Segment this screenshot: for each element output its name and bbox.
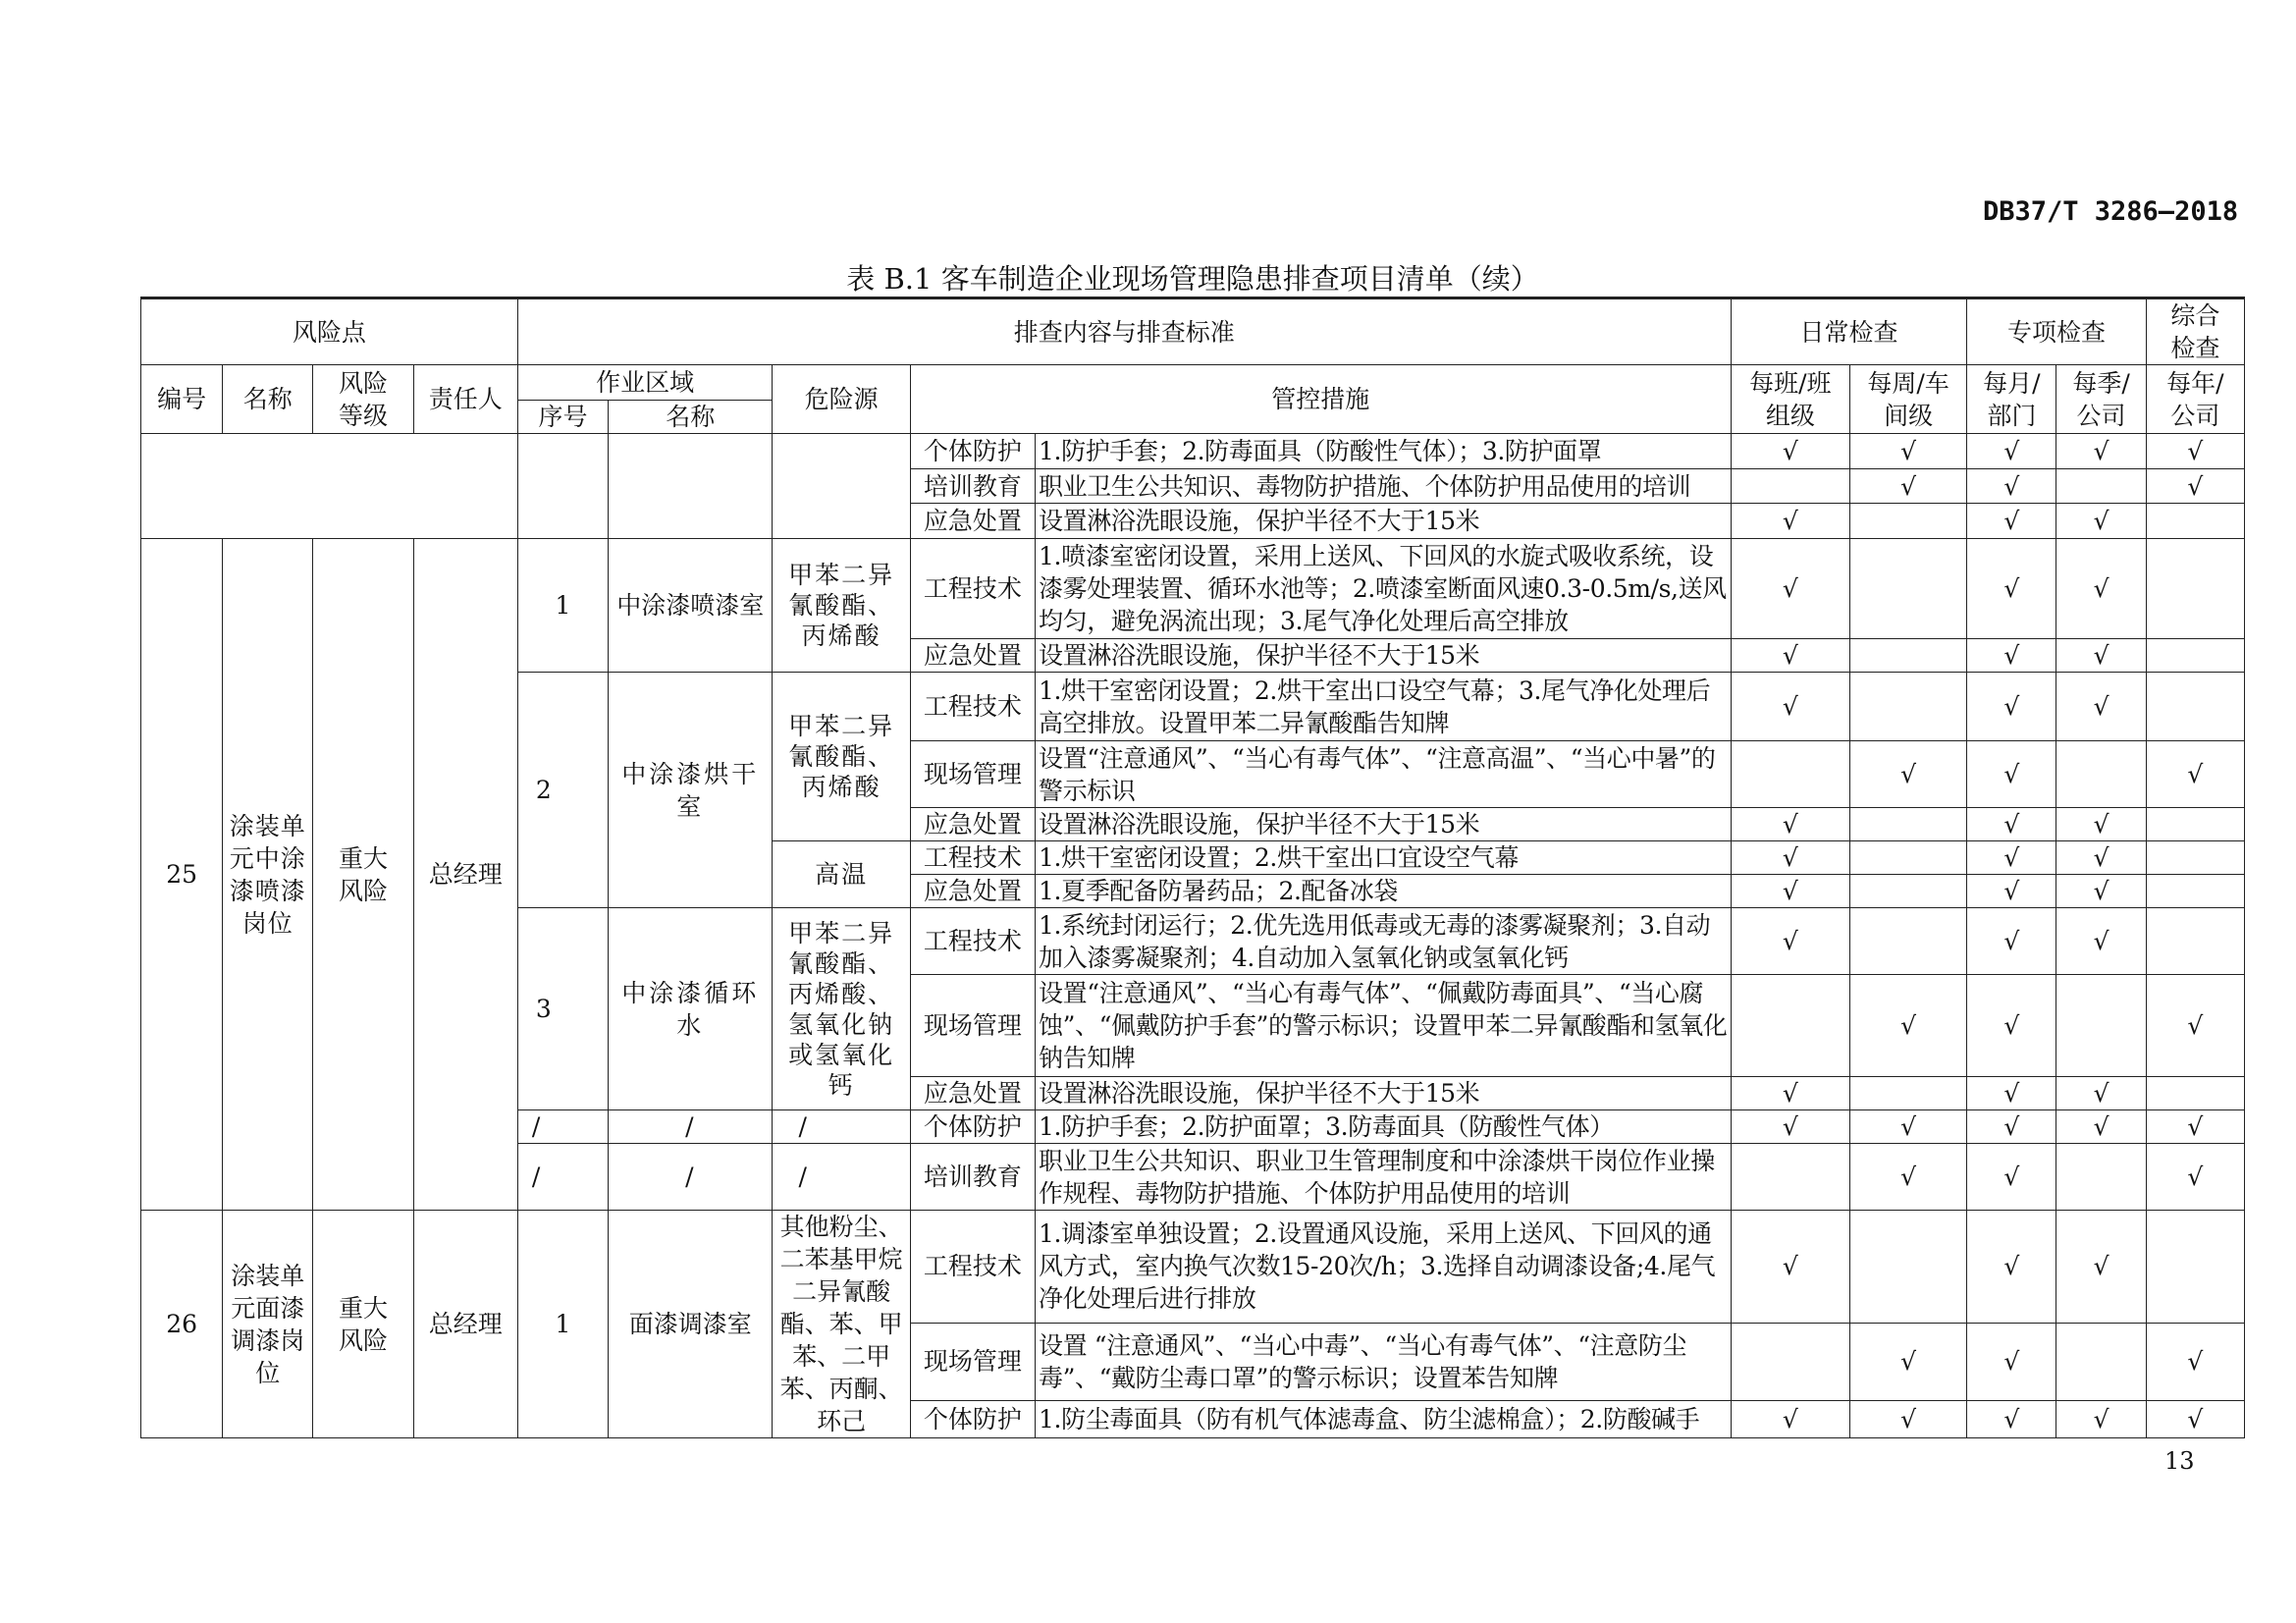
header-per-week: 每周/车间级	[1849, 365, 1966, 434]
check-per-year	[2146, 504, 2244, 539]
general-hazard: /	[773, 1144, 910, 1211]
general-seq: /	[517, 1144, 608, 1211]
check-per-week	[1849, 1211, 1966, 1324]
item-responsible: 总经理	[413, 1211, 517, 1438]
control-category: 培训教育	[910, 1144, 1035, 1211]
check-per-week	[1849, 539, 1966, 639]
header-per-month: 每月/部门	[1967, 365, 2056, 434]
check-per-quarter: √	[2056, 539, 2146, 639]
check-per-year	[2146, 539, 2244, 639]
header-per-quarter: 每季/公司	[2056, 365, 2146, 434]
header-control: 管控措施	[910, 365, 1731, 434]
check-per-year: √	[2146, 434, 2244, 469]
check-per-month: √	[1967, 673, 2056, 741]
hazard-source: 其他粉尘、二苯基甲烷二异氰酸酯、苯、甲苯、二甲苯、丙酮、环己	[773, 1211, 910, 1438]
check-per-month: √	[1967, 808, 2056, 841]
check-per-month: √	[1967, 639, 2056, 673]
check-per-year	[2146, 908, 2244, 975]
check-per-week: √	[1849, 469, 1966, 504]
check-per-shift: √	[1731, 1110, 1849, 1144]
control-measure: 设置淋浴洗眼设施，保护半径不大于15米	[1036, 1077, 1732, 1110]
check-per-year	[2146, 875, 2244, 908]
area-name: 面漆调漆室	[609, 1211, 773, 1438]
control-measure: 1.烘干室密闭设置；2.烘干室出口设空气幕；3.尾气净化处理后高空排放。设置甲苯二异氰酸酯告知牌	[1036, 673, 1732, 741]
header-no: 编号	[141, 365, 223, 434]
check-per-quarter: √	[2056, 1400, 2146, 1437]
check-per-week: √	[1849, 1144, 1966, 1211]
table-title: 表 B.1 客车制造企业现场管理隐患排查项目清单（续）	[846, 262, 1539, 296]
check-per-year: √	[2146, 1144, 2244, 1211]
check-per-year	[2146, 841, 2244, 875]
standard-number: DB37/T 3286—2018	[1983, 196, 2239, 227]
hazard-checklist-table	[140, 297, 2245, 1438]
check-per-quarter: √	[2056, 1110, 2146, 1144]
check-per-quarter	[2056, 741, 2146, 808]
header-name: 名称	[223, 365, 313, 434]
control-measure: 1.防护手套；2.防护面罩；3.防毒面具（防酸性气体）	[1036, 1110, 1732, 1144]
check-per-week	[1849, 639, 1966, 673]
carry-over-area	[609, 434, 773, 539]
control-measure: 设置“注意通风”、“当心有毒气体”、“注意高温”、“当心中暑”的警示标识	[1036, 741, 1732, 808]
check-per-month: √	[1967, 841, 2056, 875]
check-per-quarter	[2056, 1144, 2146, 1211]
check-per-quarter: √	[2056, 1211, 2146, 1324]
check-per-year	[2146, 639, 2244, 673]
check-per-quarter: √	[2056, 1077, 2146, 1110]
control-category: 个体防护	[910, 1110, 1035, 1144]
control-category: 应急处置	[910, 1077, 1035, 1110]
check-per-month: √	[1967, 539, 2056, 639]
check-per-week: √	[1849, 975, 1966, 1077]
carry-over-seq	[517, 434, 608, 539]
check-per-year: √	[2146, 741, 2244, 808]
check-per-year	[2146, 808, 2244, 841]
area-seq: 3	[517, 908, 608, 1110]
check-per-quarter: √	[2056, 504, 2146, 539]
check-per-year	[2146, 1211, 2244, 1324]
hazard-source: 高温	[773, 841, 910, 908]
check-per-shift: √	[1731, 1400, 1849, 1437]
general-area: /	[609, 1144, 773, 1211]
check-per-week: √	[1849, 1400, 1966, 1437]
check-per-quarter: √	[2056, 841, 2146, 875]
control-measure: 1.喷漆室密闭设置，采用上送风、下回风的水旋式吸收系统，设漆雾处理装置、循环水池等；2.喷漆室断面风速0.3-0.5m/s,送风均匀，避免涡流出现；3.尾气净化处理后高空排放	[1036, 539, 1732, 639]
control-measure: 设置 “注意通风”、“当心中毒”、“当心有毒气体”、“注意防尘毒”、“戴防尘毒口罩”的警示标识；设置苯告知牌	[1036, 1323, 1732, 1400]
control-measure: 1.烘干室密闭设置；2.烘干室出口宜设空气幕	[1036, 841, 1732, 875]
check-per-quarter: √	[2056, 639, 2146, 673]
check-per-month: √	[1967, 975, 2056, 1077]
check-per-shift: √	[1731, 673, 1849, 741]
check-per-shift: √	[1731, 908, 1849, 975]
header-per-year: 每年/公司	[2146, 365, 2244, 434]
control-measure: 设置淋浴洗眼设施，保护半径不大于15米	[1036, 639, 1732, 673]
control-measure: 1.防尘毒面具（防有机气体滤毒盒、防尘滤棉盒）；2.防酸碱手	[1036, 1400, 1732, 1437]
check-per-quarter: √	[2056, 808, 2146, 841]
header-hazard: 危险源	[773, 365, 910, 434]
header-responsible: 责任人	[413, 365, 517, 434]
check-per-week	[1849, 1077, 1966, 1110]
check-per-shift	[1731, 1323, 1849, 1400]
item-name: 涂装单元面漆调漆岗位	[223, 1211, 313, 1438]
control-measure: 1.系统封闭运行；2.优先选用低毒或无毒的漆雾凝聚剂；3.自动加入漆雾凝聚剂；4.自动加入氢氧化钠或氢氧化钙	[1036, 908, 1732, 975]
control-category: 现场管理	[910, 1323, 1035, 1400]
check-per-week: √	[1849, 1110, 1966, 1144]
item-risk-level: 重大风险	[313, 539, 413, 1211]
control-category: 应急处置	[910, 504, 1035, 539]
check-per-year: √	[2146, 1323, 2244, 1400]
check-per-shift: √	[1731, 1077, 1849, 1110]
control-measure: 1.调漆室单独设置；2.设置通风设施，采用上送风、下回风的通风方式，室内换气次数15-20次/h；3.选择自动调漆设备;4.尾气净化处理后进行排放	[1036, 1211, 1732, 1324]
carry-over-hazard	[773, 434, 910, 539]
control-category: 培训教育	[910, 469, 1035, 504]
check-per-week	[1849, 875, 1966, 908]
control-category: 个体防护	[910, 434, 1035, 469]
check-per-year	[2146, 1077, 2244, 1110]
header-special-check: 专项检查	[1967, 298, 2146, 365]
control-category: 应急处置	[910, 639, 1035, 673]
check-per-week	[1849, 808, 1966, 841]
item-no: 25	[141, 539, 223, 1211]
page-number: 13	[2164, 1447, 2195, 1475]
check-per-quarter: √	[2056, 908, 2146, 975]
general-hazard: /	[773, 1110, 910, 1144]
check-per-shift: √	[1731, 1211, 1849, 1324]
check-per-month: √	[1967, 1323, 2056, 1400]
check-per-month: √	[1967, 1211, 2056, 1324]
header-work-area: 作业区域	[517, 365, 773, 401]
header-seq: 序号	[517, 401, 608, 434]
control-category: 工程技术	[910, 1211, 1035, 1324]
area-seq: 1	[517, 1211, 608, 1438]
control-category: 工程技术	[910, 908, 1035, 975]
check-per-quarter	[2056, 469, 2146, 504]
control-category: 现场管理	[910, 741, 1035, 808]
item-name: 涂装单元中涂漆喷漆岗位	[223, 539, 313, 1211]
general-area: /	[609, 1110, 773, 1144]
check-per-shift: √	[1731, 539, 1849, 639]
check-per-month: √	[1967, 1400, 2056, 1437]
check-per-month: √	[1967, 469, 2056, 504]
check-per-year: √	[2146, 1400, 2244, 1437]
control-measure: 设置“注意通风”、“当心有毒气体”、“佩戴防毒面具”、“当心腐蚀”、“佩戴防护手套”的警示标识；设置甲苯二异氰酸酯和氢氧化钠告知牌	[1036, 975, 1732, 1077]
area-name: 中涂漆循环水	[609, 908, 773, 1110]
item-responsible: 总经理	[413, 539, 517, 1211]
control-category: 工程技术	[910, 673, 1035, 741]
check-per-shift: √	[1731, 808, 1849, 841]
control-measure: 1.夏季配备防暑药品；2.配备冰袋	[1036, 875, 1732, 908]
area-name: 中涂漆烘干室	[609, 673, 773, 908]
header-risk-level: 风险等级	[313, 365, 413, 434]
header-comprehensive-check: 综合检查	[2146, 298, 2244, 365]
control-category: 工程技术	[910, 539, 1035, 639]
control-measure: 职业卫生公共知识、毒物防护措施、个体防护用品使用的培训	[1036, 469, 1732, 504]
check-per-month: √	[1967, 875, 2056, 908]
item-no: 26	[141, 1211, 223, 1438]
area-seq: 2	[517, 673, 608, 908]
check-per-shift: √	[1731, 639, 1849, 673]
carry-over-blank	[141, 434, 518, 539]
check-per-month: √	[1967, 1144, 2056, 1211]
hazard-source: 甲苯二异氰酸酯、丙烯酸、氢氧化钠或氢氧化钙	[773, 908, 910, 1110]
control-measure: 职业卫生公共知识、职业卫生管理制度和中涂漆烘干岗位作业操作规程、毒物防护措施、个体防护用品使用的培训	[1036, 1144, 1732, 1211]
header-check-content: 排查内容与排查标准	[517, 298, 1731, 365]
area-seq: 1	[517, 539, 608, 673]
check-per-quarter	[2056, 975, 2146, 1077]
check-per-week	[1849, 504, 1966, 539]
header-per-shift: 每班/班组级	[1731, 365, 1849, 434]
check-per-shift: √	[1731, 875, 1849, 908]
check-per-week: √	[1849, 434, 1966, 469]
header-area-name: 名称	[609, 401, 773, 434]
check-per-week	[1849, 673, 1966, 741]
area-name: 中涂漆喷漆室	[609, 539, 773, 673]
check-per-shift	[1731, 1144, 1849, 1211]
control-measure: 设置淋浴洗眼设施，保护半径不大于15米	[1036, 504, 1732, 539]
check-per-year	[2146, 673, 2244, 741]
check-per-quarter: √	[2056, 673, 2146, 741]
check-per-month: √	[1967, 908, 2056, 975]
check-per-week: √	[1849, 1323, 1966, 1400]
hazard-source: 甲苯二异氰酸酯、丙烯酸	[773, 539, 910, 673]
control-measure: 1.防护手套；2.防毒面具（防酸性气体）；3.防护面罩	[1036, 434, 1732, 469]
check-per-month: √	[1967, 741, 2056, 808]
check-per-year: √	[2146, 975, 2244, 1077]
check-per-quarter: √	[2056, 434, 2146, 469]
control-category: 现场管理	[910, 975, 1035, 1077]
check-per-year: √	[2146, 469, 2244, 504]
check-per-quarter: √	[2056, 875, 2146, 908]
check-per-shift	[1731, 975, 1849, 1077]
control-category: 个体防护	[910, 1400, 1035, 1437]
control-category: 应急处置	[910, 875, 1035, 908]
hazard-source: 甲苯二异氰酸酯、丙烯酸	[773, 673, 910, 841]
check-per-month: √	[1967, 504, 2056, 539]
check-per-month: √	[1967, 434, 2056, 469]
check-per-quarter	[2056, 1323, 2146, 1400]
check-per-shift: √	[1731, 504, 1849, 539]
check-per-month: √	[1967, 1110, 2056, 1144]
check-per-week	[1849, 908, 1966, 975]
item-risk-level: 重大风险	[313, 1211, 413, 1438]
check-per-month: √	[1967, 1077, 2056, 1110]
check-per-shift	[1731, 469, 1849, 504]
check-per-shift	[1731, 741, 1849, 808]
control-measure: 设置淋浴洗眼设施，保护半径不大于15米	[1036, 808, 1732, 841]
general-seq: /	[517, 1110, 608, 1144]
check-per-shift: √	[1731, 434, 1849, 469]
check-per-shift: √	[1731, 841, 1849, 875]
header-daily-check: 日常检查	[1731, 298, 1967, 365]
check-per-year: √	[2146, 1110, 2244, 1144]
control-category: 应急处置	[910, 808, 1035, 841]
control-category: 工程技术	[910, 841, 1035, 875]
check-per-week	[1849, 841, 1966, 875]
check-per-week: √	[1849, 741, 1966, 808]
header-risk-point: 风险点	[141, 298, 518, 365]
